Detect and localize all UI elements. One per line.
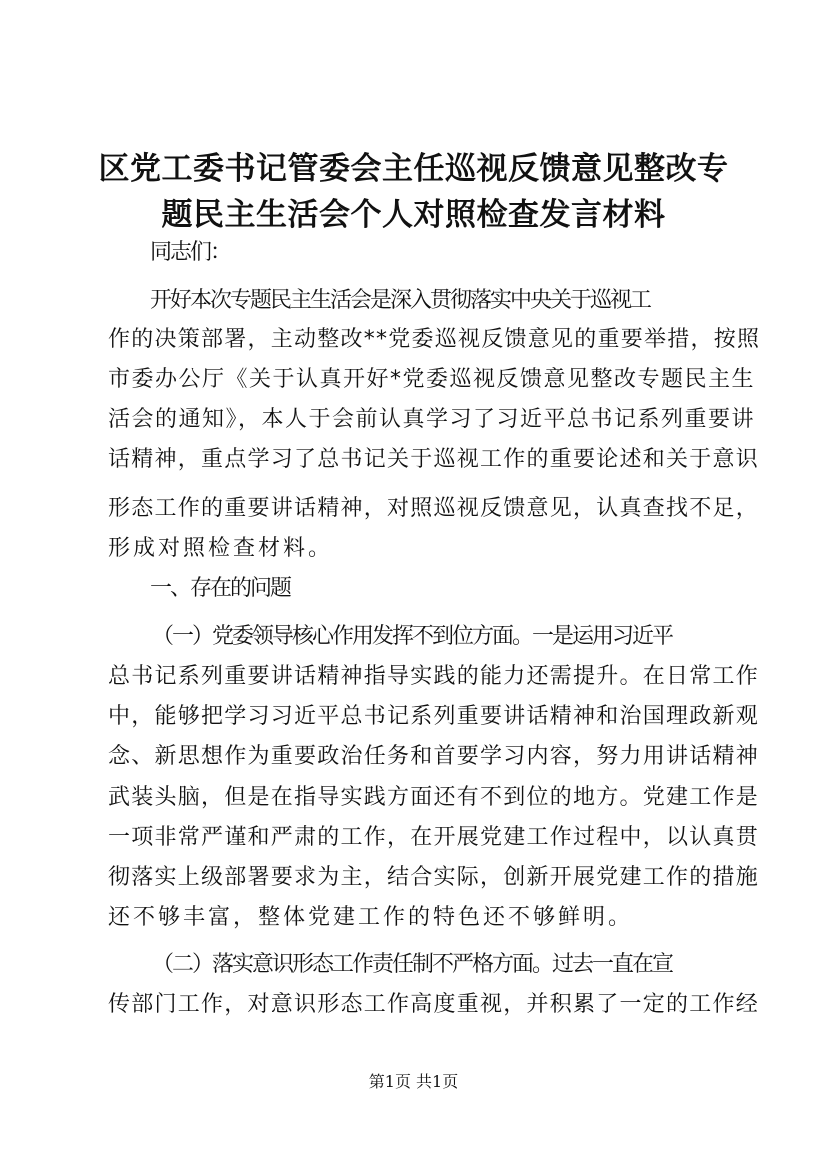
paragraph-line: 一项非常严谨和严肃的工作，在开展党建工作过程中，以认真贯 [108,825,760,850]
document-title-line-2: 题民主生活会个人对照检查发言材料 [161,197,666,233]
paragraph-line: 形成对照检查材料。 [108,536,334,561]
paragraph-line: 中，能够把学习习近平总书记系列重要讲话精神和治国理政新观 [108,704,760,729]
paragraph-line: 市委办公厅《关于认真开好*党委巡视反馈意见整改专题民主生 [108,367,756,392]
paragraph-line: （二）落实意识形态工作责任制不严格方面。过去一直在宣 [152,952,673,977]
section-heading: 一、存在的问题 [150,576,291,601]
paragraph-line: 武装头脑，但是在指导实践方面还有不到位的地方。党建工作是 [108,785,760,810]
paragraph-line: 话精神，重点学习了总书记关于巡视工作的重要论述和关于意识 [108,447,760,472]
paragraph-line: 活会的通知》，本人于会前认真学习了习近平总书记系列重要讲 [108,407,756,432]
page-footer: 第1页 共1页 [368,1072,459,1091]
paragraph-line: （一）党委领导核心作用发挥不到位方面。一是运用习近平 [152,624,673,649]
paragraph-line: 传部门工作，对意识形态工作高度重视，并积累了一定的工作经 [108,992,760,1017]
paragraph-line: 念、新思想作为重要政治任务和首要学习内容，努力用讲话精神 [108,744,760,769]
paragraph-line: 总书记系列重要讲话精神指导实践的能力还需提升。在日常工作 [108,664,760,689]
paragraph-line: 开好本次专题民主生活会是深入贯彻落实中央关于巡视工 [150,288,651,313]
paragraph-line: 彻落实上级部署要求为主，结合实际，创新开展党建工作的措施 [108,865,760,890]
salutation: 同志们： [150,240,231,265]
paragraph-line: 作的决策部署，主动整改**党委巡视反馈意见的重要举措，按照 [108,327,761,352]
paragraph-line: 形态工作的重要讲话精神，对照巡视反馈意见，认真查找不足， [108,496,760,521]
document-title-line-1: 区党工委书记管委会主任巡视反馈意见整改专 [98,151,729,187]
paragraph-line: 还不够丰富，整体党建工作的特色还不够鲜明。 [108,905,634,930]
